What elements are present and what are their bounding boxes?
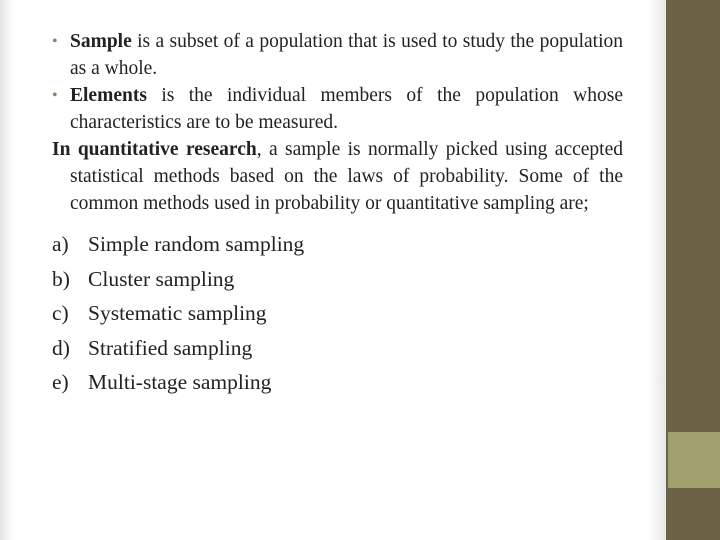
bullet-dot-icon: •: [52, 33, 58, 50]
bullet-dot-icon: •: [52, 87, 58, 104]
method-label: Multi-stage sampling: [88, 370, 272, 394]
intro-paragraph: [52, 136, 623, 217]
method-label: Cluster sampling: [88, 266, 235, 291]
sampling-methods-list: [52, 227, 623, 400]
list-item: [52, 331, 623, 366]
term-sample: Sample: [70, 31, 132, 52]
method-label: Simple random sampling: [88, 232, 305, 256]
intro-lead: In quantitative research: [52, 139, 257, 160]
bullet-elements: [52, 82, 623, 136]
list-marker: e): [52, 370, 69, 394]
list-marker: a): [52, 232, 69, 256]
right-edge-shadow: [648, 0, 666, 540]
left-edge-shadow: [0, 0, 14, 540]
method-label: Systematic sampling: [88, 301, 267, 325]
slide-content: [52, 28, 623, 400]
definition-sample: is a subset of a population that is used to study the population as a whole.: [70, 31, 623, 79]
list-marker: d): [52, 335, 70, 360]
definition-elements: is the individual members of the population whose characteristics are to be measured.: [70, 85, 623, 133]
list-item: [52, 365, 623, 400]
method-label: Stratified sampling: [88, 335, 253, 360]
list-item: [52, 227, 623, 262]
list-item: [52, 296, 623, 331]
list-marker: c): [52, 301, 69, 325]
term-elements: Elements: [70, 85, 147, 106]
bullet-sample: [52, 28, 623, 82]
intro-text: , a sample is normally picked using accepted statistical methods based on the laws of probability. Some of the common methods used in probability or quantitative sampling are;: [70, 139, 623, 214]
list-marker: b): [52, 266, 70, 291]
list-item: [52, 262, 623, 297]
accent-block: [668, 432, 720, 488]
